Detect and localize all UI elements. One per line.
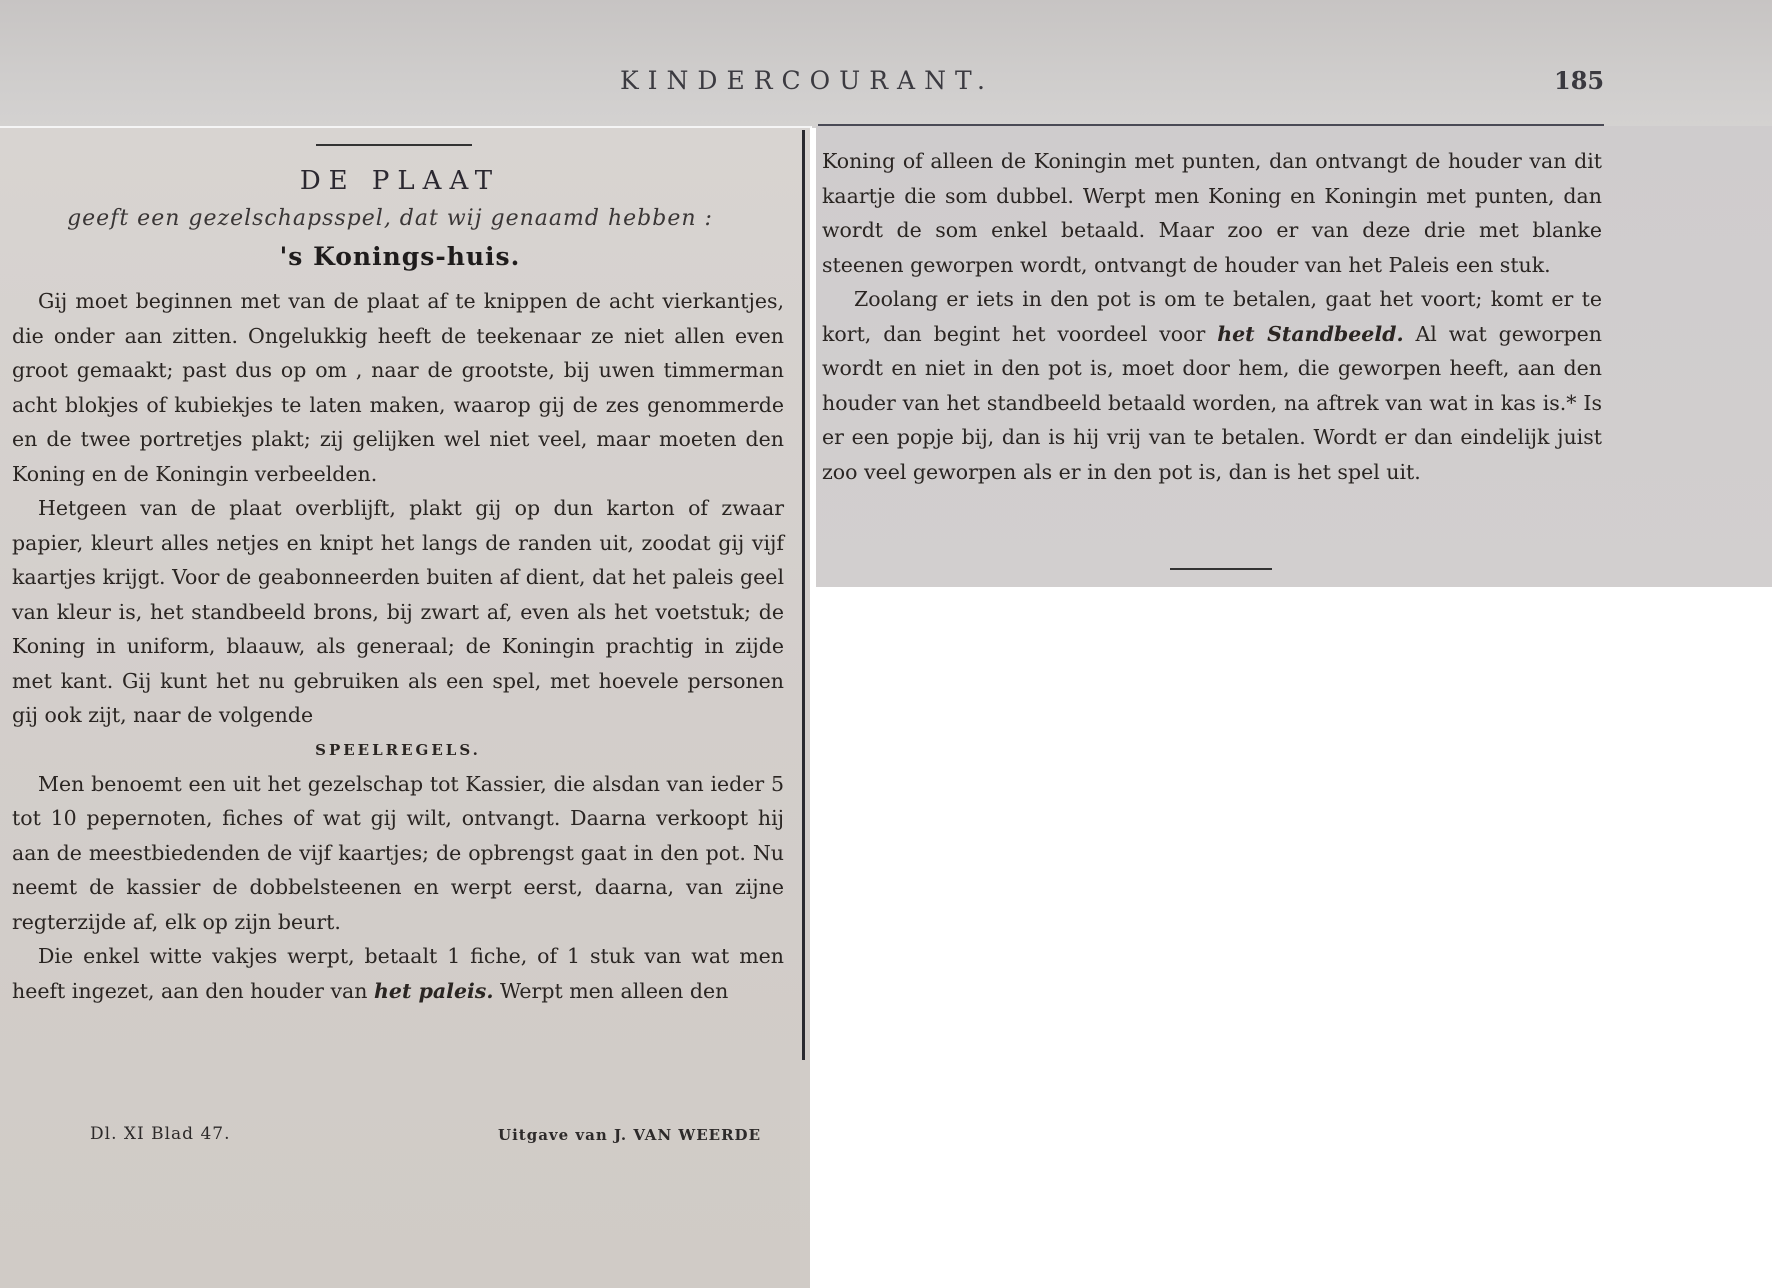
ending-text: Zoolang er iets in den pot is om te betalen, gaat het voort; komt er te kort, dan begint het voordeel voor (822, 287, 1602, 346)
section-title: DE PLAAT (299, 166, 501, 196)
paragraph-rules: Men benoemt een uit het gezelschap tot Kassier, die alsdan van ieder 5 tot 10 pepernoten, fiches of wat gij wilt, ontvangt. Daarna verkoopt hij aan de meestbiedenden de vijf kaartjes; de opbrengst gaat in den pot. Nu neemt de kassier de dobbelsteenen en werpt eerst, daarna, van zijne regterzijde af, elk op zijn beurt. (12, 771, 784, 934)
payment-text-end: Werpt men alleen den (493, 978, 729, 1003)
section-top-rule (316, 144, 472, 146)
left-column-body (12, 284, 784, 1008)
column-divider (802, 130, 805, 1060)
paragraph-coloring: Hetgeen van de plaat overblijft, plakt gij op dun karton of zwaar papier, kleurt alles netjes en knipt het langs de randen uit, zoodat gij vijf kaartjes krijgt. Voor de geabonneerden buiten af dient, dat het paleis geel van kleur is, het standbeeld brons, bij zwart af, even als het voetstuk; de Koning in uniform, blaauw, als generaal; de Koningin prachtig in zijde met kant. Gij kunt het nu gebruiken als een spel, met hoevele personen gij ook zijt, naar de volgende (12, 496, 784, 727)
section-end-rule (1170, 568, 1272, 570)
payment-emphasis: het paleis. (374, 978, 494, 1003)
right-column-body (822, 144, 1602, 489)
paragraph-intro: Gij moet beginnen met van de plaat af te knippen de acht vierkantjes, die onder aan zitten. Ongelukkig heeft de teekenaar ze niet allen even groot gemaakt; past dus op om , naar de grootste, bij uwen timmerman acht blokjes of kubiekjes te laten maken, waarop gij de zes genommerde en de twee portretjes plakt; zij gelijken wel niet veel, maar moeten den Koning en de Koningin verbeelden. (12, 289, 784, 486)
paragraph-ending (822, 282, 1602, 489)
paragraph-payment (12, 939, 784, 1008)
page-top-strip (0, 0, 1772, 128)
footer-publisher: Uitgave van J. VAN WEERDE (498, 1126, 762, 1144)
rules-heading: SPEELREGELS. (315, 740, 481, 759)
ending-emphasis: het Standbeeld. (1217, 321, 1404, 346)
footer-signature: Dl. XI Blad 47. (90, 1124, 231, 1144)
page-number: 185 (1554, 66, 1605, 95)
ending-text-end: Al wat geworpen wordt en niet in den pot is, moet door hem, die geworpen heeft, aan den houder van het standbeeld betaald worden, na aftrek van wat in kas is.* Is er een popje bij, dan is hij vrij van te betalen. Wordt er dan eindelijk juist zoo veel geworpen als er in den pot is, dan is het spel uit. (822, 321, 1603, 484)
section-subtitle: geeft een gezelschapsspel, dat wij genaamd hebben : (67, 206, 713, 231)
running-header-title: KINDERCOURANT. (620, 66, 994, 95)
paragraph-continuation: Koning of alleen de Koningin met punten, dan ontvangt de houder van dit kaartje die som dubbel. Werpt men Koning en Koningin met punten, dan wordt de som enkel betaald. Maar zoo er van deze drie met blanke steenen geworpen wordt, ontvangt de houder van het Paleis een stuk. (822, 149, 1602, 277)
payment-text: Die enkel witte vakjes werpt, betaalt 1 fiche, of 1 stuk van wat men heeft ingezet, aan den houder van (12, 944, 784, 1003)
game-title: 's Konings-huis. (279, 242, 521, 271)
